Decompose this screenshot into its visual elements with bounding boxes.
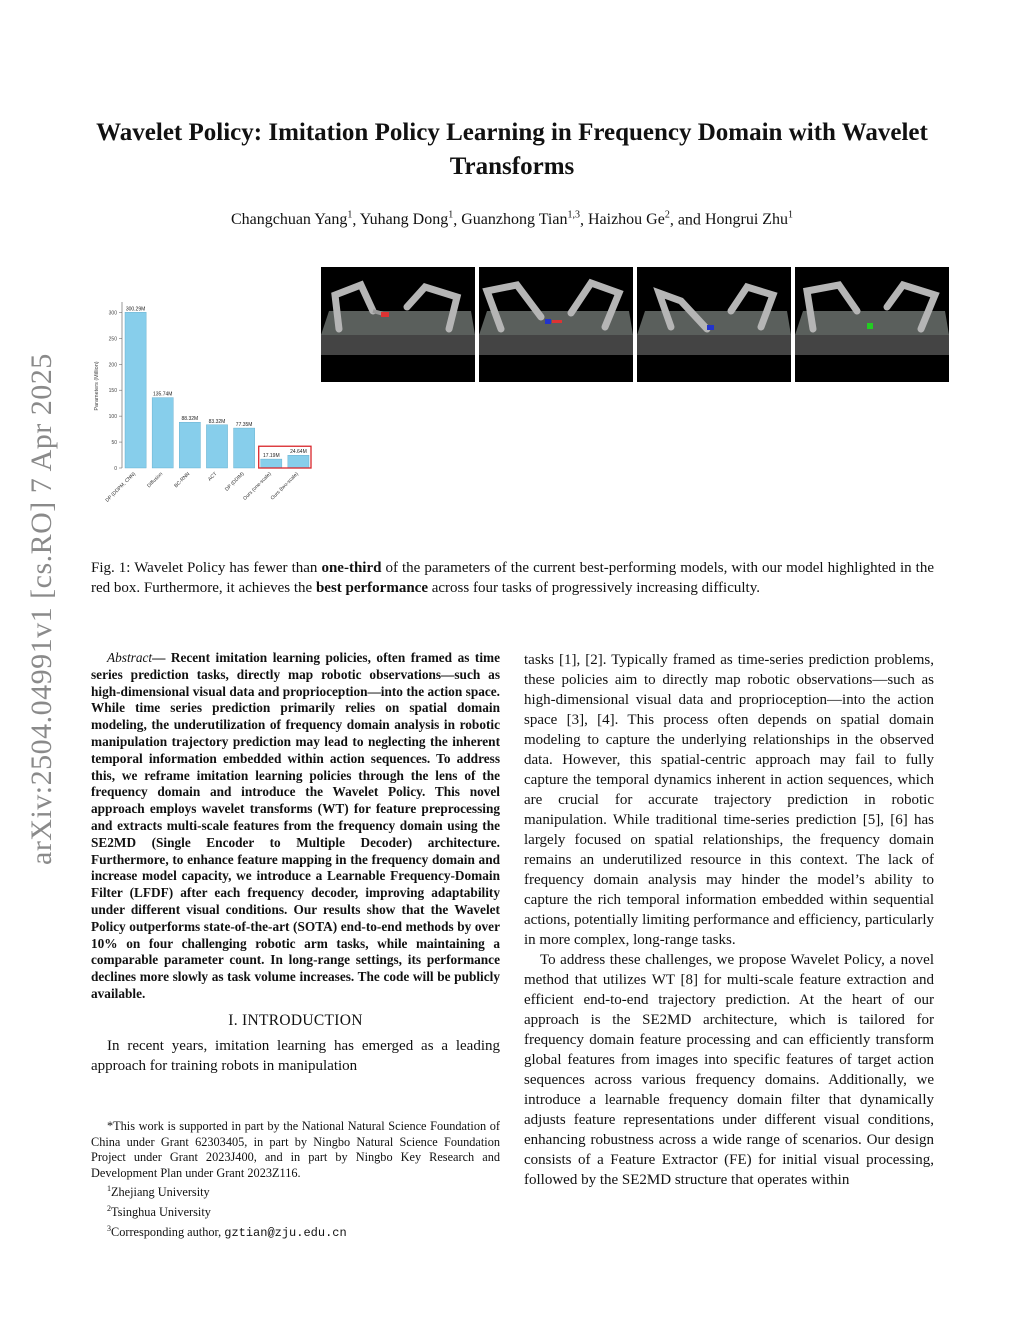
task-image-strip bbox=[321, 267, 949, 382]
x-tick-label: Diffusion bbox=[146, 471, 165, 490]
x-tick-label: Ours (one-scale) bbox=[242, 471, 273, 502]
y-tick-label: 250 bbox=[108, 336, 117, 343]
robot-scene-image bbox=[321, 267, 475, 382]
bar-value-label: 17.19M bbox=[262, 453, 280, 460]
bar bbox=[179, 422, 200, 468]
bar-value-label: 83.32M bbox=[208, 418, 226, 425]
right-column bbox=[524, 650, 934, 1190]
bar bbox=[261, 459, 282, 468]
arxiv-identifier: arXiv:2504.04991v1 [cs.RO] 7 Apr 2025 bbox=[25, 353, 58, 865]
bar bbox=[125, 312, 146, 468]
author: Haizhou Ge$^2$ bbox=[587, 210, 670, 229]
bar-value-label: 77.35M bbox=[235, 422, 253, 429]
body-paragraph: To address these challenges, we propose Wavelet Policy, a novel method that utilizes WT [8] for multi-scale feature extraction and efficient end-to-end trajectory prediction. At the heart of our approach is the SE2MD architecture, which is tailored for frequency domain feature processing and can efficiently transform global features from images into specific features of target action sequences across various frequency domains. Additionally, we introduce a learnable frequency domain filter that dynamically adjusts feature representations under different visual conditions, enhancing robustness across a wide range of scenarios. Our design consists of a Feature Extractor (FE) for initial visual processing, followed by the SE2MD structure that operates within bbox=[524, 952, 934, 1188]
chart-bars bbox=[105, 306, 311, 503]
affiliation-2: $^2$Tsinghua University bbox=[107, 1204, 211, 1220]
y-axis-title: Parameters (Million) bbox=[94, 361, 100, 411]
email-link[interactable]: gztian@zju.edu.cn bbox=[224, 1225, 347, 1240]
bar-value-label: 24.64M bbox=[290, 449, 307, 456]
affiliation-1: $^1$Zhejiang University bbox=[107, 1184, 210, 1200]
abstract: Abstract— Recent imitation learning policies, often framed as time series prediction tasks, directly map robotic observations—such as high-dimensional visual data and proprioception—into the action space. While time series prediction primarily relies on spatial domain modeling, the underutilization of frequency domain analysis in robotic manipulation trajectory prediction may lead to neglecting the inherent temporal information embedded within action sequences. To address this, we reframe imitation learning policies through the lens of the frequency domain and introduce the Wavelet Policy. This novel approach employs wavelet transforms (WT) for feature preprocessing and extracts multi-scale features from the frequency domain using the SE2MD (Single Encoder to Multiple Decoder) architecture. Furthermore, to enhance feature mapping in the frequency domain and increase model capacity, we introduce a Learnable Frequency-Domain Filter (LFDF) after each frequency decoder, improving adaptability under different visual conditions. Our results show that the Wavelet Policy outperforms state-of-the-art (SOTA) end-to-end methods by over 10% on four challenging robotic arm tasks, while maintaining a comparable parameter count. In long-range settings, its performance declines more slowly as task volume increases. The code will be publicly available. bbox=[91, 650, 500, 1001]
x-tick-label: DP (DDIM) bbox=[224, 471, 246, 493]
bar-value-label: 135.74M bbox=[152, 391, 173, 398]
funding-note: *This work is supported in part by the National Natural Science Foundation of China under Grant 62303405, in part by Ningbo Natural Science Foundation Project under Grant 2023J400, and in part by Ningbo Key Research and Development Plan under Grant 2023Z116. bbox=[91, 1119, 500, 1180]
section-heading: I. INTRODUCTION bbox=[228, 1011, 363, 1029]
parameter-count-bar-chart bbox=[92, 296, 317, 518]
author: Changchuan Yang$^1$ bbox=[230, 210, 353, 229]
bar bbox=[288, 455, 309, 468]
y-tick-label: 50 bbox=[111, 440, 117, 447]
x-tick-label: Ours (two-scale) bbox=[269, 471, 300, 502]
task-frame-1 bbox=[321, 267, 475, 382]
robot-scene-image bbox=[795, 267, 949, 382]
y-tick-label: 300 bbox=[108, 310, 117, 317]
paper-title: Wavelet Policy: Imitation Policy Learning in Frequency Domain with Wavelet Transforms bbox=[96, 119, 928, 180]
robot-scene-image bbox=[479, 267, 633, 382]
bar-value-label: 300.29M bbox=[125, 306, 146, 313]
task-frame-3 bbox=[637, 267, 791, 382]
bar bbox=[152, 398, 173, 468]
bar bbox=[206, 425, 227, 468]
left-column bbox=[91, 650, 500, 1076]
x-tick-label: DP (DDPM, CNN) bbox=[104, 471, 137, 504]
body-paragraph: tasks [1], [2]. Typically framed as time-series prediction problems, these policies aim to directly map robotic observations—such as high-dimensional visual data and proprioception—into the action space [3], [4]. This process often depends on spatial domain modeling to capture the underlying relationships in the observed data. However, this spatial-centric approach may fail to fully capture the temporal dynamics inherent in action sequences, which are crucial for accurate trajectory prediction in robotic manipulation. While traditional time-series prediction [5], [6] has largely focused on spatial relationships, the frequency domain remains an underutilized resource in this context. The lack of frequency domain analysis may hinder the model’s ability to capture the rich temporal information embedded within sequential actions, potentially limiting performance and efficiency, particularly in more complex, long-range tasks. bbox=[524, 652, 934, 948]
figure-caption: Fig. 1: Wavelet Policy has fewer than one-third of the parameters of the current best-performing models, with our model highlighted in the red box. Furthermore, it achieves the best performance across four tasks of progressively increasing difficulty. bbox=[91, 560, 934, 596]
y-tick-label: 150 bbox=[108, 388, 117, 395]
author: Yuhang Dong$^1$ bbox=[359, 210, 454, 229]
bar bbox=[234, 428, 255, 468]
y-tick-label: 0 bbox=[114, 466, 117, 472]
author-list: Changchuan Yang$^1$, Yuhang Dong$^1$, Guanzhong Tian$^{1,3}$, Haizhou Ge$^2$, and Hongrui Zhu$^1$ bbox=[230, 210, 794, 229]
robot-scene-image bbox=[637, 267, 791, 382]
task-frame-4 bbox=[795, 267, 949, 382]
footnotes bbox=[91, 1119, 500, 1241]
x-tick-label: BC-RNN bbox=[173, 471, 192, 490]
y-tick-label: 100 bbox=[108, 414, 117, 421]
author: Guanzhong Tian$^{1,3}$ bbox=[461, 210, 580, 229]
x-tick-label: ACT bbox=[207, 471, 219, 483]
intro-paragraph: In recent years, imitation learning has emerged as a leading approach for training robots in manipulation bbox=[91, 1037, 500, 1074]
chart-axes bbox=[94, 302, 122, 472]
author: Hongrui Zhu$^1$ bbox=[704, 210, 794, 229]
task-frame-2 bbox=[479, 267, 633, 382]
affiliation-3: $^3$Corresponding author, gztian@zju.edu.cn bbox=[107, 1223, 347, 1240]
y-tick-label: 200 bbox=[108, 362, 117, 369]
bar-value-label: 88.32M bbox=[181, 416, 199, 423]
